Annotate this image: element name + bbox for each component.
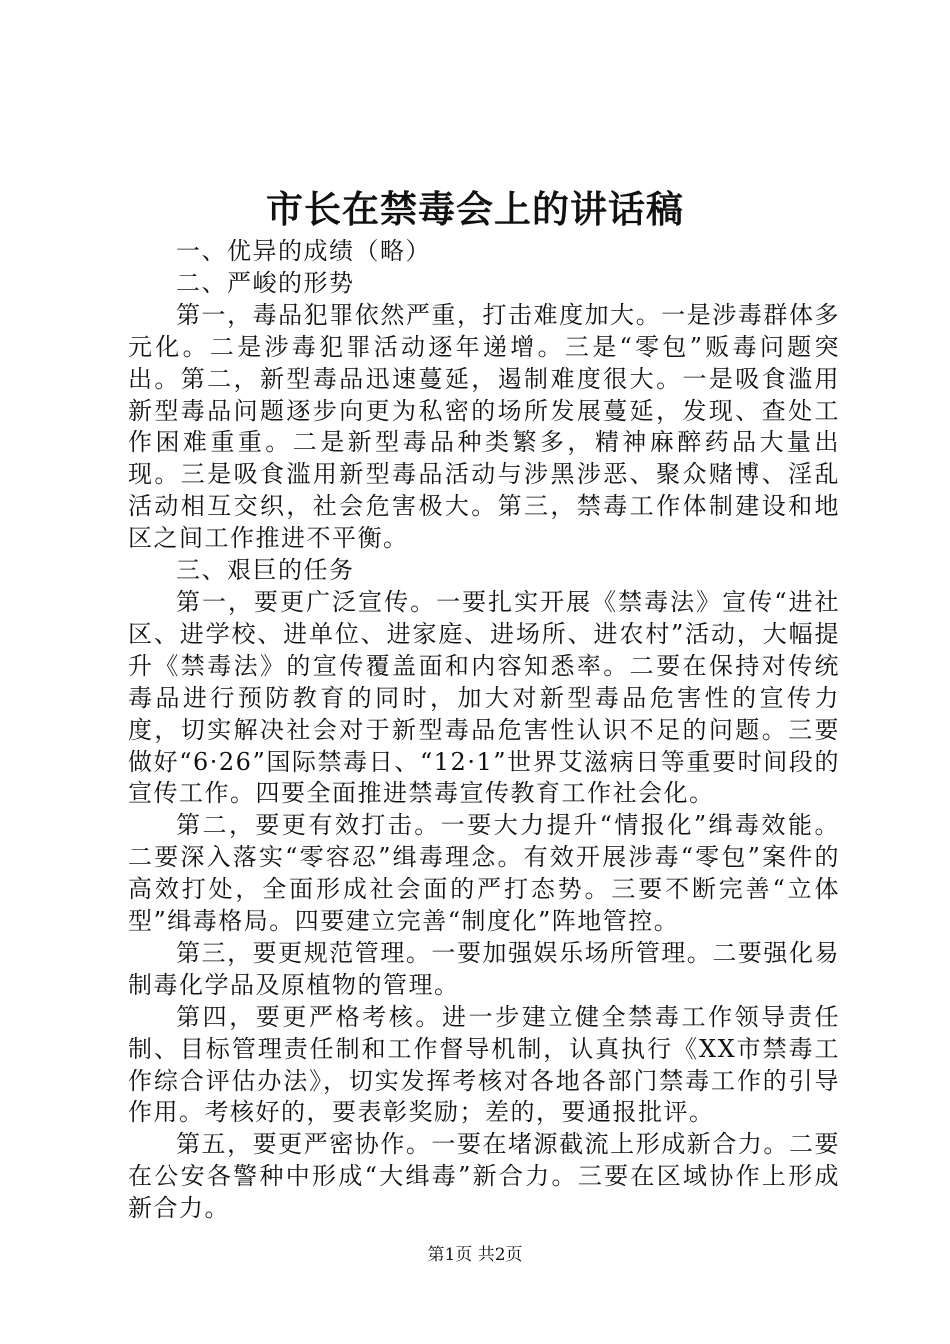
paragraph-task-2: 第二，要更有效打击。一要大力提升“情报化”缉毒效能。二要深入落实“零容忍”缉毒理念。有效开展涉毒“零包”案件的高效打处，全面形成社会面的严打态势。三要不断完善“立体型”缉毒格局。四要建立完善“制度化”阵地管控。: [128, 811, 840, 936]
document-title: 市长在禁毒会上的讲话稿: [266, 187, 684, 231]
paragraph-section-1-heading: 一、优异的成绩（略）: [176, 237, 431, 265]
document-body: [128, 236, 840, 1225]
paragraph-task-5: 第五，要更严密协作。一要在堵源截流上形成新合力。二要在公安各警种中形成“大缉毒”新合力。三要在区域协作上形成新合力。: [128, 1130, 840, 1223]
paragraph-section-2-heading: 二、严峻的形势: [176, 268, 355, 297]
paragraph-task-1: 第一，要更广泛宣传。一要扎实开展《禁毒法》宣传“进社区、进学校、进单位、进家庭、进场所、进农村”活动，大幅提升《禁毒法》的宣传覆盖面和内容知悉率。二要在保持对传统毒品进行预防教育的同时，加大对新型毒品危害性的宣传力度，切实解决社会对于新型毒品危害性认识不足的问题。三要做好“6·26”国际禁毒日、“12·1”世界艾滋病日等重要时间段的宣传工作。四要全面推进禁毒宣传教育工作社会化。: [128, 587, 840, 808]
paragraph-situation: 第一，毒品犯罪依然严重，打击难度加大。一是涉毒群体多元化。二是涉毒犯罪活动逐年递增。三是“零包”贩毒问题突出。第二，新型毒品迅速蔓延，遏制难度很大。一是吸食滥用新型毒品问题逐步向更为私密的场所发展蔓延，发现、查处工作困难重重。二是新型毒品种类繁多，精神麻醉药品大量出现。三是吸食滥用新型毒品活动与涉黑涉恶、聚众赌博、淫乱活动相互交织，社会危害极大。第三，禁毒工作体制建设和地区之间工作推进不平衡。: [128, 300, 840, 553]
paragraph-task-3: 第三，要更规范管理。一要加强娱乐场所管理。二要强化易制毒化学品及原植物的管理。: [128, 938, 840, 999]
paragraph-task-4: 第四，要更严格考核。进一步建立健全禁毒工作领导责任制、目标管理责任制和工作督导机制，认真执行《XX市禁毒工作综合评估办法》，切实发挥考核对各地各部门禁毒工作的引导作用。考核好的，要表彰奖励；差的，要通报批评。: [128, 1002, 840, 1127]
page-number-footer: 第1页 共2页: [427, 1245, 523, 1265]
paragraph-section-3-heading: 三、艰巨的任务: [176, 556, 355, 585]
